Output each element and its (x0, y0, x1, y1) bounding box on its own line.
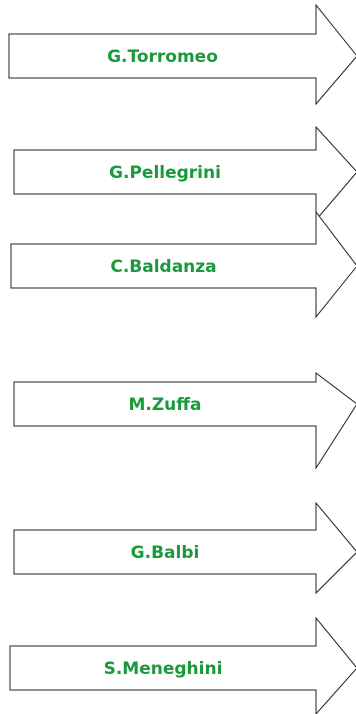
arrow-shape (14, 127, 356, 220)
arrow-shape (10, 618, 356, 714)
arrow-shape (9, 5, 356, 104)
arrow-label: C.Baldanza (110, 257, 217, 277)
arrow-label: G.Balbi (130, 543, 200, 563)
arrow-label: M.Zuffa (128, 395, 202, 415)
arrow-shape (14, 503, 356, 593)
arrow-outline (14, 373, 356, 468)
arrow-shape (11, 212, 356, 317)
arrow-label: G.Torromeo (107, 47, 218, 67)
arrow-label: G.Pellegrini (109, 163, 221, 183)
arrow-label: S.Meneghini (103, 659, 223, 679)
arrow-shape (14, 373, 356, 468)
